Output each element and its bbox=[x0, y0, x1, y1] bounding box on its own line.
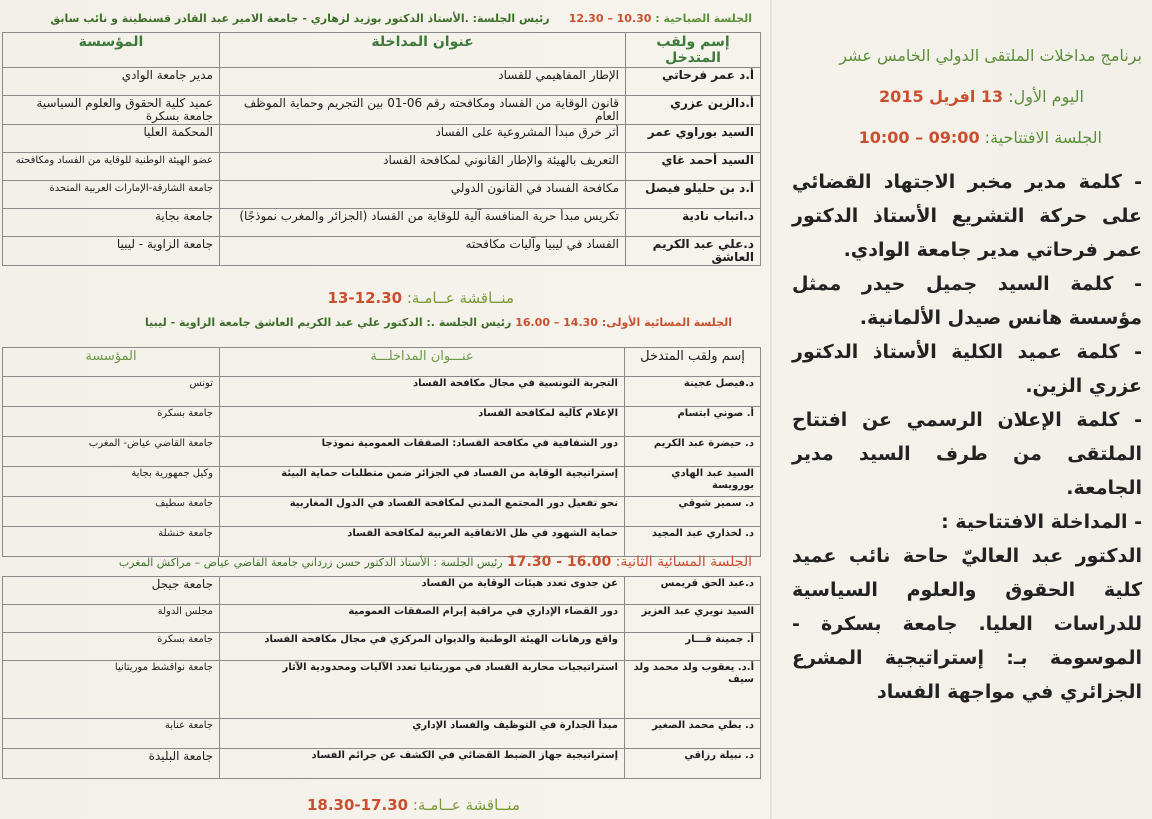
institution-cell: جامعة بسكرة bbox=[3, 407, 220, 437]
title-cell: استراتيجيات محاربة الفساد في موريتانيا تعدد الآليات ومحدودية الآثار bbox=[220, 661, 625, 719]
institution-cell: جامعة نواقشط موريتانيا bbox=[3, 661, 220, 719]
institution-cell: وكيل جمهورية بجاية bbox=[3, 467, 220, 497]
session-2-time: 16.00 - 17.30 bbox=[507, 554, 612, 570]
table-row bbox=[3, 661, 761, 719]
table-row bbox=[3, 68, 761, 96]
speaker-column-header: إسم ولقب المتدخل bbox=[625, 348, 761, 377]
afternoon-session-2-header bbox=[119, 554, 752, 570]
speaker-cell: السيد عبد الهادي بورويسة bbox=[625, 467, 761, 497]
afternoon-session-1-header bbox=[145, 316, 732, 329]
table-header-row bbox=[3, 33, 761, 68]
institution-cell: تونس bbox=[3, 377, 220, 407]
speaker-cell: السيد أحمد غاي bbox=[626, 153, 761, 181]
table-row bbox=[3, 749, 761, 779]
day-label: اليوم الأول: bbox=[1008, 87, 1084, 106]
session-2-label: الجلسة المسائية الثانية: bbox=[615, 554, 752, 570]
title-cell: الإطار المفاهيمي للفساد bbox=[220, 68, 626, 96]
general-debate-2 bbox=[307, 796, 520, 814]
table-row bbox=[3, 96, 761, 125]
title-cell: التجربة التونسية في مجال مكافحة الفساد bbox=[220, 377, 625, 407]
institution-cell: عضو الهيئة الوطنية للوقاية من الفساد ومكافحته bbox=[3, 153, 220, 181]
opening-item-keynote: الدكتور عبد العاليّ حاحة نائب عميد كلية الحقوق والعلوم السياسية للدراسات العليا. جامعة بسكرة - الموسومة بـ: إستراتيجية المشرع الجزائري في مواجهة الفساد bbox=[792, 545, 1142, 703]
table-row bbox=[3, 497, 761, 527]
title-cell: واقع ورهانات الهيئة الوطنية والديوان المركزي في مجال مكافحة الفساد bbox=[220, 633, 625, 661]
speaker-cell: د.عبد الحق قريمس bbox=[625, 577, 761, 605]
morning-session-chair: رئيس الجلسة: .الأستاذ الدكتور بوزيد لزهاري - جامعة الامير عبد القادر قسنطينة و نائب سابق bbox=[50, 12, 550, 25]
institution-cell: المحكمة العليا bbox=[3, 125, 220, 153]
title-cell: حماية الشهود في ظل الاتفاقية العربية لمكافحة الفساد bbox=[220, 527, 625, 557]
speaker-cell: د. نبيلة رزاقي bbox=[625, 749, 761, 779]
session-1-time: 14.30 – 16.00 bbox=[515, 316, 598, 329]
institution-cell: مدير جامعة الوادي bbox=[3, 68, 220, 96]
speaker-cell: أ. جمينة قـــار bbox=[625, 633, 761, 661]
title-cell: تكريس مبدأ حرية المنافسة آلية للوقاية من الفساد (الجزائر والمغرب نموذجًا) bbox=[220, 209, 626, 237]
table-row bbox=[3, 633, 761, 661]
title-cell: إستراتيجية الوقاية من الفساد في الجزائر ضمن متطلبات حماية البيئة bbox=[220, 467, 625, 497]
institution-cell: جامعة جيجل bbox=[3, 577, 220, 605]
day-date: 13 افريل 2015 bbox=[879, 87, 1004, 106]
debate-2-label: منــاقشة عــامـة: bbox=[412, 796, 520, 814]
morning-session-time: 10.30 – 12.30 bbox=[568, 12, 652, 25]
speaker-cell: أ.دالزين عزري bbox=[626, 96, 761, 125]
title-cell: مبدأ الجدارة في التوظيف والفساد الإداري bbox=[220, 719, 625, 749]
speaker-cell: السيد بوراوي عمر bbox=[626, 125, 761, 153]
session-1-chair: رئيس الجلسة .: الدكتور علي عبد الكريم العاشق جامعة الزاوية - ليبيا bbox=[145, 316, 512, 329]
speaker-cell: أ. صوني ابتسام bbox=[625, 407, 761, 437]
speaker-cell: د. لخذاري عبد المجيد bbox=[625, 527, 761, 557]
institution-cell: جامعة البليدة bbox=[3, 749, 220, 779]
speaker-cell: أ.د عمر فرحاتي bbox=[626, 68, 761, 96]
title-cell: نحو تفعيل دور المجتمع المدني لمكافحة الفساد في الدول المغاربية bbox=[220, 497, 625, 527]
title-cell: قانون الوقاية من الفساد ومكافحته رقم 06-01 بين التجريم وحماية الموظف العام bbox=[220, 96, 626, 125]
page-fold bbox=[770, 0, 772, 819]
title-column-header: عنـــوان المداخلـــة bbox=[220, 348, 625, 377]
table-row bbox=[3, 719, 761, 749]
day-one-line bbox=[792, 87, 1142, 106]
session-1-label: الجلسة المسائية الأولى: bbox=[601, 316, 732, 329]
opening-item-dean: - كلمة عميد الكلية الأستاذ الدكتور عزري الزين. bbox=[792, 341, 1142, 397]
title-column-header: عنوان المداخلة bbox=[220, 33, 626, 68]
debate-1-label: منــاقشة عــامـة: bbox=[406, 289, 514, 307]
opening-item-lab-director: - كلمة مدير مخبر الاجتهاد القضائي على حركة التشريع الأستاذ الدكتور عمر فرحاتي مدير جامعة الوادي. bbox=[792, 171, 1142, 261]
debate-1-time: 12.30-13 bbox=[327, 289, 403, 307]
table-row bbox=[3, 577, 761, 605]
institution-cell: عميد كلية الحقوق والعلوم السياسية جامعة بسكرة bbox=[3, 96, 220, 125]
title-cell: دور الشفافية في مكافحة الفساد: الصفقات العمومية نموذجا bbox=[220, 437, 625, 467]
institution-cell: جامعة سطيف bbox=[3, 497, 220, 527]
opening-item-keynote-label: - المداخلة الافتتاحية : bbox=[941, 511, 1142, 533]
table-row bbox=[3, 527, 761, 557]
table-row bbox=[3, 377, 761, 407]
title-cell: إستراتيجية جهاز الضبط القضائي في الكشف عن جرائم الفساد bbox=[220, 749, 625, 779]
morning-session-label: الجلسة الصباحية : bbox=[655, 12, 752, 25]
institution-cell: جامعة بسكرة bbox=[3, 633, 220, 661]
institution-cell: جامعة خنشلة bbox=[3, 527, 220, 557]
table-row bbox=[3, 153, 761, 181]
speaker-column-header: إسم ولقب المتدخل bbox=[626, 33, 761, 68]
speaker-cell: أ.د بن حليلو فيصل bbox=[626, 181, 761, 209]
speaker-cell: أ.د. يعقوب ولد محمد ولد سيف bbox=[625, 661, 761, 719]
session-2-chair: رئيس الجلسة : الأستاذ الدكتور حسن زرداني جامعة القاضي عياض – مراكش المغرب bbox=[118, 556, 503, 569]
morning-session-header bbox=[50, 12, 752, 25]
institution-cell: جامعة الزاوية - ليبيا bbox=[3, 237, 220, 266]
title-cell: الفساد في ليبيا وآليات مكافحته bbox=[220, 237, 626, 266]
table-row bbox=[3, 437, 761, 467]
institution-column-header: المؤسسة bbox=[3, 348, 220, 377]
table-row bbox=[3, 237, 761, 266]
title-cell: دور القضاء الإداري في مراقبة إبرام الصفقات العمومية bbox=[220, 605, 625, 633]
institution-column-header: المؤسسة bbox=[3, 33, 220, 68]
speaker-cell: د. سمير شوقي bbox=[625, 497, 761, 527]
table-row bbox=[3, 181, 761, 209]
institution-cell: جامعة الشارقة-الإمارات العربية المتحدة bbox=[3, 181, 220, 209]
title-cell: عن جدوى تعدد هيئات الوقاية من الفساد bbox=[220, 577, 625, 605]
institution-cell: جامعة عنابة bbox=[3, 719, 220, 749]
table-row bbox=[3, 467, 761, 497]
afternoon-2-program-table bbox=[2, 576, 761, 779]
institution-cell: جامعة بجاية bbox=[3, 209, 220, 237]
opening-session-line bbox=[792, 128, 1142, 147]
speaker-cell: د.فيصل عجينة bbox=[625, 377, 761, 407]
afternoon-1-program-table bbox=[2, 347, 761, 557]
institution-cell: جامعة القاضي عياض- المغرب bbox=[3, 437, 220, 467]
opening-program-panel bbox=[792, 46, 1142, 709]
morning-program-table bbox=[2, 32, 761, 266]
program-heading: برنامج مداخلات الملتقى الدولي الخامس عشر bbox=[839, 46, 1142, 65]
title-cell: مكافحة الفساد في القانون الدولي bbox=[220, 181, 626, 209]
speaker-cell: د.اتباب نادية bbox=[626, 209, 761, 237]
general-debate-1 bbox=[328, 289, 514, 307]
table-row bbox=[3, 407, 761, 437]
speaker-cell: السيد نويري عبد العزيز bbox=[625, 605, 761, 633]
speaker-cell: د. حيضرة عبد الكريم bbox=[625, 437, 761, 467]
title-cell: الإعلام كآلية لمكافحة الفساد bbox=[220, 407, 625, 437]
opening-item-hanns-seidel: - كلمة السيد جميل حيدر ممثل مؤسسة هانس صيدل الألمانية. bbox=[792, 273, 1142, 329]
opening-item-official-announcement: - كلمة الإعلان الرسمي عن افتتاح الملتقى من طرف السيد مدير الجامعة. bbox=[792, 409, 1142, 499]
table-row bbox=[3, 125, 761, 153]
debate-2-time: 17.30-18.30 bbox=[306, 796, 409, 814]
table-header-row bbox=[3, 348, 761, 377]
speaker-cell: د. بطي محمد الصغير bbox=[625, 719, 761, 749]
speaker-cell: د.علي عبد الكريم العاشق bbox=[626, 237, 761, 266]
title-cell: التعريف بالهيئة والإطار القانوني لمكافحة الفساد bbox=[220, 153, 626, 181]
opening-session-time: 09:00 – 10:00 bbox=[858, 128, 980, 147]
title-cell: أثر خرق مبدأ المشروعية على الفساد bbox=[220, 125, 626, 153]
table-row bbox=[3, 209, 761, 237]
opening-session-label: الجلسة الافتتاحية: bbox=[984, 128, 1102, 147]
table-row bbox=[3, 605, 761, 633]
institution-cell: مجلس الدولة bbox=[3, 605, 220, 633]
